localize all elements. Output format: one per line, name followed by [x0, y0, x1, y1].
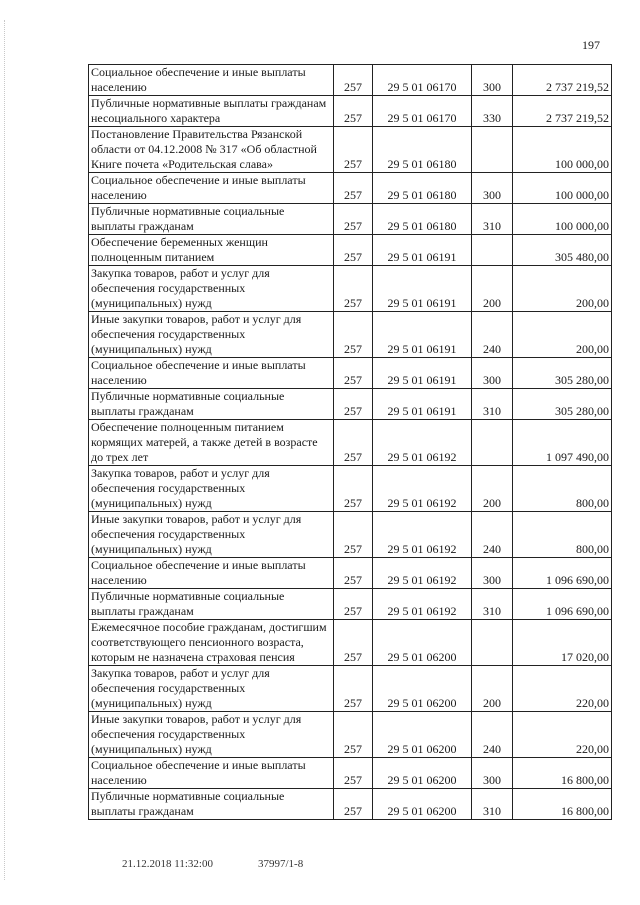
row-department-code: 257: [334, 389, 373, 420]
row-department-code: 257: [334, 173, 373, 204]
budget-table-body: [89, 65, 612, 820]
row-target-article: 29 5 01 06191: [373, 235, 472, 266]
row-department-code: 257: [334, 420, 373, 466]
row-name: Публичные нормативные социальные выплаты гражданам: [89, 789, 334, 820]
row-name: Закупка товаров, работ и услуг для обеспечения государственных (муниципальных) нужд: [89, 666, 334, 712]
row-name: Иные закупки товаров, работ и услуг для обеспечения государственных (муниципальных) нужд: [89, 512, 334, 558]
row-expense-type: [472, 127, 513, 173]
table-row: [89, 173, 612, 204]
table-row: [89, 712, 612, 758]
row-target-article: 29 5 01 06192: [373, 466, 472, 512]
row-target-article: 29 5 01 06200: [373, 789, 472, 820]
row-department-code: 257: [334, 312, 373, 358]
footer-document-number: 37997/1-8: [258, 858, 304, 870]
row-amount: 100 000,00: [513, 204, 612, 235]
row-amount: 305 480,00: [513, 235, 612, 266]
table-row: [89, 358, 612, 389]
row-amount: 800,00: [513, 466, 612, 512]
row-department-code: 257: [334, 266, 373, 312]
table-row: [89, 420, 612, 466]
row-department-code: 257: [334, 589, 373, 620]
row-target-article: 29 5 01 06191: [373, 389, 472, 420]
row-target-article: 29 5 01 06192: [373, 512, 472, 558]
table-row: [89, 558, 612, 589]
table-row: [89, 789, 612, 820]
row-expense-type: 300: [472, 358, 513, 389]
row-name: Иные закупки товаров, работ и услуг для обеспечения государственных (муниципальных) нужд: [89, 312, 334, 358]
row-name: Социальное обеспечение и иные выплаты населению: [89, 558, 334, 589]
row-name: Публичные нормативные выплаты гражданам несоциального характера: [89, 96, 334, 127]
row-name: Публичные нормативные социальные выплаты гражданам: [89, 204, 334, 235]
row-expense-type: 200: [472, 266, 513, 312]
row-expense-type: 240: [472, 512, 513, 558]
row-department-code: 257: [334, 620, 373, 666]
row-name: Обеспечение беременных женщин полноценным питанием: [89, 235, 334, 266]
row-expense-type: [472, 235, 513, 266]
table-row: [89, 758, 612, 789]
row-department-code: 257: [334, 204, 373, 235]
row-department-code: 257: [334, 235, 373, 266]
row-amount: 100 000,00: [513, 127, 612, 173]
row-expense-type: 300: [472, 65, 513, 96]
row-expense-type: [472, 420, 513, 466]
row-amount: 305 280,00: [513, 358, 612, 389]
row-amount: 17 020,00: [513, 620, 612, 666]
row-department-code: 257: [334, 466, 373, 512]
row-department-code: 257: [334, 758, 373, 789]
row-amount: 2 737 219,52: [513, 65, 612, 96]
row-expense-type: 310: [472, 589, 513, 620]
footer-datetime: 21.12.2018 11:32:00: [122, 858, 213, 870]
row-expense-type: [472, 620, 513, 666]
table-row: [89, 666, 612, 712]
row-department-code: 257: [334, 358, 373, 389]
row-amount: 1 097 490,00: [513, 420, 612, 466]
row-target-article: 29 5 01 06200: [373, 712, 472, 758]
row-amount: 305 280,00: [513, 389, 612, 420]
row-target-article: 29 5 01 06192: [373, 558, 472, 589]
row-target-article: 29 5 01 06200: [373, 758, 472, 789]
row-name: Публичные нормативные социальные выплаты гражданам: [89, 389, 334, 420]
row-target-article: 29 5 01 06192: [373, 420, 472, 466]
row-name: Закупка товаров, работ и услуг для обеспечения государственных (муниципальных) нужд: [89, 466, 334, 512]
row-department-code: 257: [334, 789, 373, 820]
row-expense-type: 200: [472, 466, 513, 512]
row-department-code: 257: [334, 712, 373, 758]
table-row: [89, 266, 612, 312]
row-amount: 200,00: [513, 312, 612, 358]
table-row: [89, 512, 612, 558]
row-name: Публичные нормативные социальные выплаты гражданам: [89, 589, 334, 620]
row-amount: 16 800,00: [513, 789, 612, 820]
row-name: Социальное обеспечение и иные выплаты населению: [89, 173, 334, 204]
row-target-article: 29 5 01 06180: [373, 173, 472, 204]
page-number: 197: [582, 38, 600, 52]
row-expense-type: 240: [472, 312, 513, 358]
budget-table: [88, 64, 612, 820]
row-expense-type: 300: [472, 173, 513, 204]
row-target-article: 29 5 01 06191: [373, 358, 472, 389]
table-row: [89, 65, 612, 96]
row-expense-type: 310: [472, 389, 513, 420]
row-department-code: 257: [334, 65, 373, 96]
row-department-code: 257: [334, 96, 373, 127]
row-target-article: 29 5 01 06192: [373, 589, 472, 620]
table-row: [89, 466, 612, 512]
row-target-article: 29 5 01 06191: [373, 312, 472, 358]
scan-edge-mark: [4, 20, 6, 880]
table-row: [89, 235, 612, 266]
row-expense-type: 330: [472, 96, 513, 127]
row-expense-type: 300: [472, 558, 513, 589]
row-amount: 1 096 690,00: [513, 558, 612, 589]
row-name: Обеспечение полноценным питанием кормящих матерей, а также детей в возрасте до трех лет: [89, 420, 334, 466]
row-name: Постановление Правительства Рязанской области от 04.12.2008 № 317 «Об областной Книге почета «Родительская слава»: [89, 127, 334, 173]
table-row: [89, 96, 612, 127]
row-department-code: 257: [334, 666, 373, 712]
row-department-code: 257: [334, 512, 373, 558]
row-target-article: 29 5 01 06200: [373, 666, 472, 712]
row-name: Социальное обеспечение и иные выплаты населению: [89, 358, 334, 389]
row-name: Закупка товаров, работ и услуг для обеспечения государственных (муниципальных) нужд: [89, 266, 334, 312]
row-target-article: 29 5 01 06180: [373, 127, 472, 173]
row-expense-type: 300: [472, 758, 513, 789]
row-expense-type: 240: [472, 712, 513, 758]
row-amount: 2 737 219,52: [513, 96, 612, 127]
row-expense-type: 200: [472, 666, 513, 712]
table-row: [89, 620, 612, 666]
row-name: Социальное обеспечение и иные выплаты населению: [89, 65, 334, 96]
row-amount: 220,00: [513, 666, 612, 712]
table-row: [89, 312, 612, 358]
row-target-article: 29 5 01 06170: [373, 65, 472, 96]
table-row: [89, 389, 612, 420]
row-target-article: 29 5 01 06180: [373, 204, 472, 235]
row-target-article: 29 5 01 06200: [373, 620, 472, 666]
row-amount: 100 000,00: [513, 173, 612, 204]
row-amount: 800,00: [513, 512, 612, 558]
row-target-article: 29 5 01 06191: [373, 266, 472, 312]
table-row: [89, 589, 612, 620]
row-expense-type: 310: [472, 204, 513, 235]
row-name: Иные закупки товаров, работ и услуг для обеспечения государственных (муниципальных) нужд: [89, 712, 334, 758]
table-row: [89, 127, 612, 173]
row-amount: 220,00: [513, 712, 612, 758]
row-expense-type: 310: [472, 789, 513, 820]
row-amount: 200,00: [513, 266, 612, 312]
row-amount: 1 096 690,00: [513, 589, 612, 620]
row-department-code: 257: [334, 558, 373, 589]
row-target-article: 29 5 01 06170: [373, 96, 472, 127]
row-name: Ежемесячное пособие гражданам, достигшим соответствующего пенсионного возраста, которым не назначена страховая пенсия: [89, 620, 334, 666]
row-amount: 16 800,00: [513, 758, 612, 789]
row-department-code: 257: [334, 127, 373, 173]
row-name: Социальное обеспечение и иные выплаты населению: [89, 758, 334, 789]
table-row: [89, 204, 612, 235]
